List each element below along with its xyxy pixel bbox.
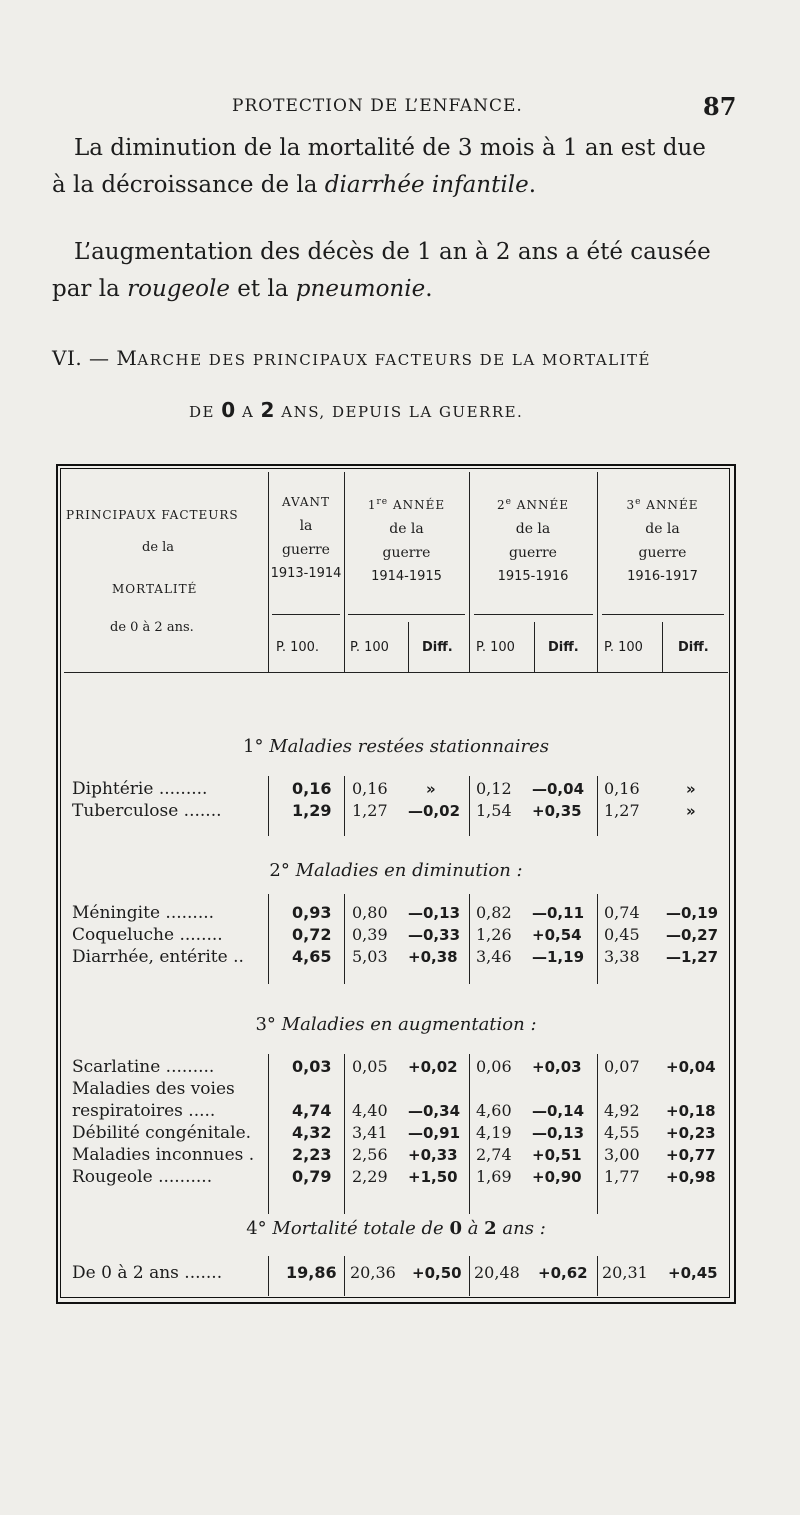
value-year-1: 4,40 bbox=[352, 1101, 388, 1120]
table-row bbox=[56, 924, 736, 946]
header-text: guerre bbox=[382, 545, 431, 561]
value-year-2: 1,54 bbox=[476, 801, 512, 820]
diff-year-1: +1,50 bbox=[408, 1168, 458, 1186]
text: par la bbox=[52, 276, 128, 302]
diff-year-2: —0,13 bbox=[532, 1124, 585, 1142]
page-number: 87 bbox=[703, 92, 737, 121]
header-text: de la bbox=[515, 521, 551, 537]
value-avant: 1,29 bbox=[292, 801, 332, 820]
value-year-2: 1,26 bbox=[476, 925, 512, 944]
header-text: guerre bbox=[509, 545, 557, 561]
subheader-p100: P. 100. bbox=[276, 640, 320, 655]
subheader-p100: P. 100 bbox=[350, 640, 389, 655]
section-heading-line bbox=[52, 346, 651, 370]
column-header-year-1 bbox=[344, 490, 469, 589]
paragraph-line bbox=[52, 234, 772, 271]
text: 2° bbox=[269, 860, 296, 881]
subheader-p100: P. 100 bbox=[476, 640, 515, 655]
text: à bbox=[461, 1218, 485, 1239]
diff-year-3: +0,77 bbox=[666, 1146, 716, 1164]
row-label: Tuberculose ....... bbox=[72, 801, 222, 821]
header-years: 1914-1915 bbox=[371, 569, 442, 584]
text: Maladies en diminution : bbox=[295, 860, 523, 881]
paragraph-line bbox=[52, 271, 772, 308]
header-text: de la bbox=[142, 540, 175, 555]
diff-year-1: » bbox=[426, 780, 436, 798]
text: La diminution de la mortalité de 3 mois à 1 an est due bbox=[74, 135, 706, 161]
value-year-1: 0,16 bbox=[352, 779, 388, 798]
paragraph-line bbox=[52, 130, 772, 167]
header-text bbox=[344, 490, 469, 517]
value-year-1: 20,36 bbox=[350, 1263, 396, 1282]
row-label: Maladies inconnues . bbox=[72, 1145, 255, 1165]
diff-year-1: —0,34 bbox=[408, 1102, 461, 1120]
text: ANS, DEPUIS LA GUERRE. bbox=[274, 403, 524, 421]
row-label: respiratoires ..... bbox=[72, 1101, 216, 1121]
row-label: Maladies des voies bbox=[72, 1079, 235, 1099]
column-rule bbox=[534, 622, 535, 672]
text: VI. — M bbox=[52, 346, 138, 370]
value-year-3: 4,92 bbox=[604, 1101, 640, 1120]
table-row bbox=[56, 902, 736, 924]
text: . bbox=[425, 276, 433, 302]
subheader-p100: P. 100 bbox=[604, 640, 643, 655]
table-row bbox=[56, 1078, 736, 1100]
text: ANNÉE bbox=[388, 498, 446, 512]
value-year-1: 0,80 bbox=[352, 903, 388, 922]
value-avant: 0,79 bbox=[292, 1167, 332, 1186]
column-header-avant bbox=[268, 490, 344, 586]
diff-year-2: +0,54 bbox=[532, 926, 582, 944]
subheader-diff: Diff. bbox=[678, 640, 709, 655]
text: ANNÉE bbox=[641, 498, 699, 512]
table-row bbox=[56, 946, 736, 968]
diff-year-2: —1,19 bbox=[532, 948, 585, 966]
value-year-3: 20,31 bbox=[602, 1263, 648, 1282]
italic-term: pneumonie bbox=[295, 276, 426, 302]
value-year-1: 5,03 bbox=[352, 947, 388, 966]
value-avant: 4,32 bbox=[292, 1123, 332, 1142]
subheader-diff: Diff. bbox=[548, 640, 579, 655]
header-years: 1915-1916 bbox=[497, 569, 569, 584]
header-rule bbox=[474, 614, 593, 615]
table-row bbox=[56, 1122, 736, 1144]
diff-year-3: +0,45 bbox=[668, 1264, 718, 1282]
value-year-3: 3,00 bbox=[604, 1145, 640, 1164]
diff-year-2: —0,04 bbox=[532, 780, 585, 798]
diff-year-2: +0,35 bbox=[532, 802, 582, 820]
paragraph-deaths-increase bbox=[52, 234, 772, 308]
header-text: PRINCIPAUX FACTEURS bbox=[66, 508, 239, 522]
header-text: guerre bbox=[638, 545, 687, 561]
header-text: MORTALITÉ bbox=[112, 582, 198, 596]
diff-year-2: —0,14 bbox=[532, 1102, 585, 1120]
table-row bbox=[56, 800, 736, 822]
diff-year-1: —0,13 bbox=[408, 904, 461, 922]
header-text: guerre bbox=[282, 542, 330, 558]
value-year-2: 2,74 bbox=[476, 1145, 512, 1164]
value-year-2: 0,82 bbox=[476, 903, 512, 922]
paragraph-line bbox=[52, 167, 772, 204]
value-year-2: 1,69 bbox=[476, 1167, 512, 1186]
diff-year-1: —0,91 bbox=[408, 1124, 461, 1142]
value-year-2: 4,60 bbox=[476, 1101, 512, 1120]
diff-year-3: » bbox=[686, 802, 696, 820]
diff-year-3: —0,19 bbox=[666, 904, 719, 922]
table-row bbox=[56, 1100, 736, 1122]
header-text bbox=[469, 490, 597, 517]
text: 4° bbox=[246, 1218, 273, 1239]
header-text: de la bbox=[389, 521, 424, 537]
text: ARCHE DES PRINCIPAUX FACTEURS DE LA MORTALITÉ bbox=[137, 351, 652, 369]
text: 3 bbox=[626, 498, 636, 512]
diff-year-3: +0,98 bbox=[666, 1168, 716, 1186]
header-rule bbox=[64, 672, 728, 673]
value-avant: 0,03 bbox=[292, 1057, 332, 1076]
value-year-1: 1,27 bbox=[352, 801, 388, 820]
category-heading bbox=[56, 736, 736, 757]
section-heading-line bbox=[189, 398, 523, 422]
diff-year-3: +0,04 bbox=[666, 1058, 716, 1076]
header-text: de 0 à 2 ans. bbox=[110, 620, 194, 635]
value-year-3: 3,38 bbox=[604, 947, 640, 966]
value-year-2: 0,12 bbox=[476, 779, 512, 798]
header-years: 1916-1917 bbox=[627, 569, 698, 584]
value-year-2: 3,46 bbox=[476, 947, 512, 966]
value-year-1: 2,56 bbox=[352, 1145, 388, 1164]
diff-year-3: —1,27 bbox=[666, 948, 719, 966]
diff-year-2: +0,03 bbox=[532, 1058, 582, 1076]
text: 1° bbox=[243, 736, 270, 757]
header-rule bbox=[348, 614, 465, 615]
column-rule bbox=[408, 622, 409, 672]
table-row bbox=[56, 1166, 736, 1188]
running-title: PROTECTION DE L’ENFANCE. bbox=[232, 96, 523, 116]
value-year-2: 20,48 bbox=[474, 1263, 520, 1282]
header-rule bbox=[272, 614, 340, 615]
row-label: Débilité congénitale. bbox=[72, 1123, 252, 1143]
category-heading bbox=[56, 1014, 736, 1035]
row-label: Méningite ......... bbox=[72, 903, 215, 923]
text: Mortalité totale de bbox=[272, 1218, 450, 1239]
column-rule bbox=[662, 622, 663, 672]
text: 3° bbox=[255, 1014, 282, 1035]
italic-term: rougeole bbox=[127, 276, 230, 302]
text: Maladies restées stationnaires bbox=[269, 736, 549, 757]
value-year-2: 0,06 bbox=[476, 1057, 512, 1076]
value-year-1: 2,29 bbox=[352, 1167, 388, 1186]
subheader-diff: Diff. bbox=[422, 640, 453, 655]
diff-year-3: —0,27 bbox=[666, 926, 719, 944]
value-avant: 0,93 bbox=[292, 903, 332, 922]
value-year-3: 4,55 bbox=[604, 1123, 640, 1142]
row-label: De 0 à 2 ans ....... bbox=[72, 1263, 223, 1283]
row-label: Rougeole .......... bbox=[72, 1167, 213, 1187]
text: ANNÉE bbox=[511, 498, 569, 512]
diff-year-1: +0,33 bbox=[408, 1146, 458, 1164]
italic-term: diarrhée infantile bbox=[324, 172, 529, 198]
diff-year-2: +0,62 bbox=[538, 1264, 588, 1282]
column-header-year-3 bbox=[597, 490, 728, 589]
category-heading bbox=[56, 1218, 736, 1239]
value-avant: 19,86 bbox=[286, 1263, 337, 1282]
table-row bbox=[56, 778, 736, 800]
text: 2 bbox=[484, 1218, 497, 1239]
text: et la bbox=[229, 276, 296, 302]
row-label: Coqueluche ........ bbox=[72, 925, 223, 945]
text: DE bbox=[189, 403, 222, 421]
value-year-1: 3,41 bbox=[352, 1123, 388, 1142]
text: re bbox=[376, 497, 389, 507]
value-avant: 4,74 bbox=[292, 1101, 332, 1120]
diff-year-3: +0,18 bbox=[666, 1102, 716, 1120]
value-year-2: 4,19 bbox=[476, 1123, 512, 1142]
value-year-3: 0,74 bbox=[604, 903, 640, 922]
header-text: de la bbox=[645, 521, 680, 537]
value-avant: 0,16 bbox=[292, 779, 332, 798]
table-row bbox=[56, 1056, 736, 1078]
value-year-3: 0,45 bbox=[604, 925, 640, 944]
text: e bbox=[635, 497, 642, 507]
header-text bbox=[597, 490, 728, 517]
row-label: Scarlatine ......... bbox=[72, 1057, 215, 1077]
text: A bbox=[235, 403, 261, 421]
text: 2 bbox=[260, 398, 275, 422]
text: L’augmentation des décès de 1 an à 2 ans a été causée bbox=[74, 239, 711, 265]
running-head bbox=[0, 92, 800, 122]
header-text: AVANT bbox=[281, 495, 331, 509]
text: 2 bbox=[497, 498, 506, 512]
text: Maladies en augmentation : bbox=[281, 1014, 537, 1035]
diff-year-1: —0,02 bbox=[408, 802, 461, 820]
diff-year-2: +0,51 bbox=[532, 1146, 582, 1164]
column-header-year-2 bbox=[469, 490, 597, 589]
header-rule bbox=[602, 614, 724, 615]
value-year-3: 1,27 bbox=[604, 801, 640, 820]
text: 0 bbox=[449, 1218, 462, 1239]
text: 0 bbox=[221, 398, 236, 422]
diff-year-2: —0,11 bbox=[532, 904, 585, 922]
text: 1 bbox=[367, 498, 377, 512]
table-row bbox=[56, 1262, 736, 1284]
text: . bbox=[528, 172, 536, 198]
mortality-table bbox=[56, 464, 736, 1304]
diff-year-3: +0,23 bbox=[666, 1124, 716, 1142]
value-year-3: 0,07 bbox=[604, 1057, 640, 1076]
value-year-3: 1,77 bbox=[604, 1167, 640, 1186]
paragraph-mortality-decrease bbox=[52, 130, 772, 204]
diff-year-2: +0,90 bbox=[532, 1168, 582, 1186]
value-year-3: 0,16 bbox=[604, 779, 640, 798]
value-avant: 0,72 bbox=[292, 925, 332, 944]
value-avant: 2,23 bbox=[292, 1145, 332, 1164]
value-year-1: 0,05 bbox=[352, 1057, 388, 1076]
diff-year-1: —0,33 bbox=[408, 926, 461, 944]
header-text: la bbox=[299, 518, 313, 534]
diff-year-1: +0,02 bbox=[408, 1058, 458, 1076]
diff-year-3: » bbox=[686, 780, 696, 798]
diff-year-1: +0,38 bbox=[408, 948, 458, 966]
text: ans : bbox=[496, 1218, 546, 1239]
table-row bbox=[56, 1144, 736, 1166]
row-label: Diphtérie ......... bbox=[72, 779, 208, 799]
diff-year-1: +0,50 bbox=[412, 1264, 462, 1282]
value-avant: 4,65 bbox=[292, 947, 332, 966]
row-label: Diarrhée, entérite .. bbox=[72, 947, 244, 967]
category-heading bbox=[56, 860, 736, 881]
header-years: 1913-1914 bbox=[270, 566, 342, 581]
text: e bbox=[505, 497, 512, 507]
text: à la décroissance de la bbox=[52, 172, 325, 198]
value-year-1: 0,39 bbox=[352, 925, 388, 944]
